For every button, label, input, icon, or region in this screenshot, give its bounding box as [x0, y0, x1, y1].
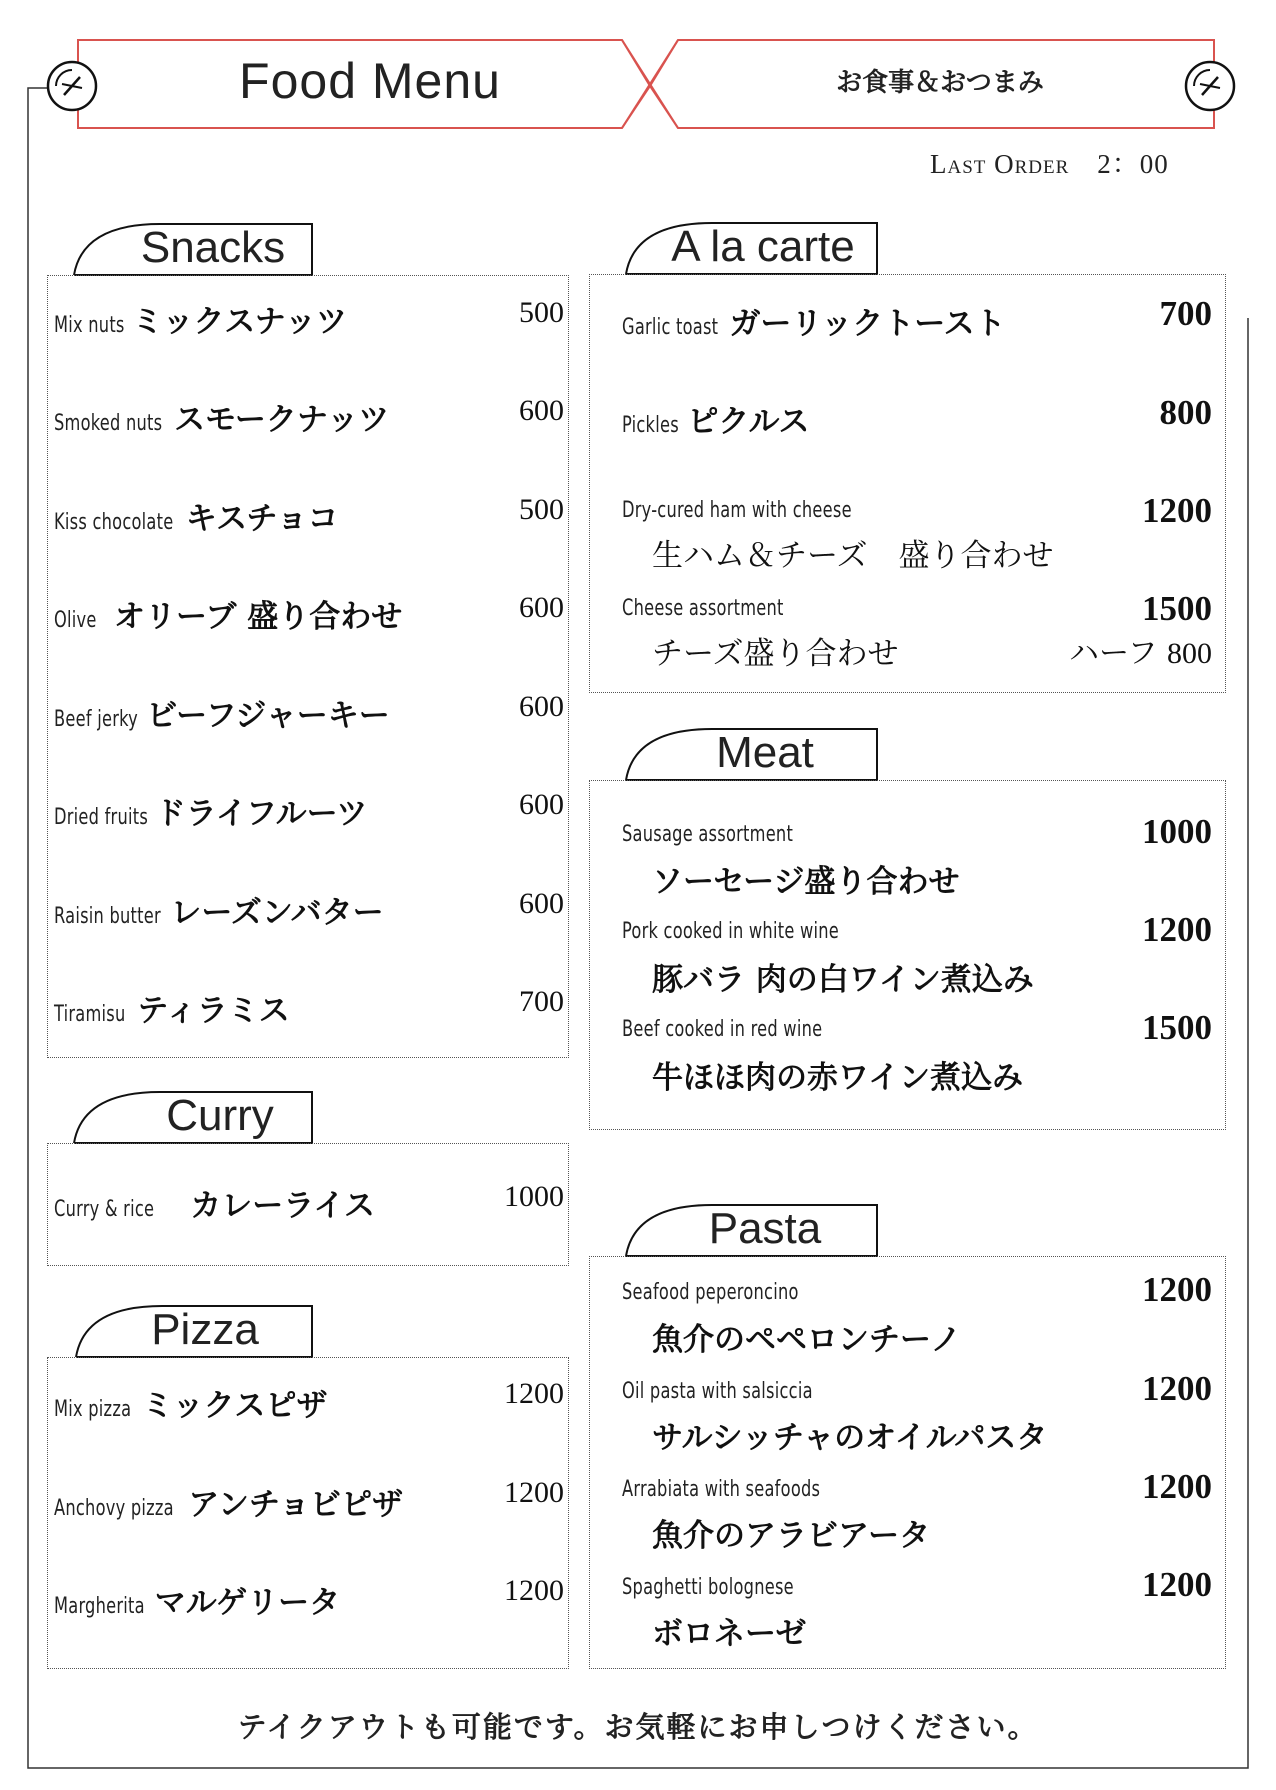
item-name-jp: 豚バラ 肉の白ワイン煮込み	[652, 962, 1034, 998]
item-name-en: Kiss chocolate	[54, 510, 174, 535]
item-price: 1200	[1142, 491, 1212, 530]
item-price: 1500	[1142, 1008, 1212, 1047]
item-price: 600	[519, 887, 564, 920]
section-title-meat: Meat	[716, 728, 814, 777]
item-price: 800	[1159, 393, 1212, 432]
list-item	[54, 1479, 403, 1524]
list-item	[622, 1379, 855, 1404]
list-item	[622, 596, 819, 621]
item-name-jp: サルシッチャのオイルパスタ	[652, 1420, 1048, 1456]
item-name-jp: ビーフジャーキー	[146, 698, 390, 734]
item-name-en: Cheese assortment	[622, 596, 784, 621]
list-item	[54, 591, 402, 636]
item-price: 700	[519, 985, 564, 1018]
item-name-jp: ガーリックトースト	[729, 306, 1006, 342]
item-name-en: Oil pasta with salsiccia	[622, 1379, 813, 1404]
item-name-jp: レーズンバター	[170, 895, 384, 931]
item-name-en: Arrabiata with seafoods	[622, 1477, 821, 1502]
item-price: 600	[519, 394, 564, 427]
item-name-jp: ミックスナッツ	[132, 304, 347, 340]
item-name-jp-line	[652, 530, 1053, 575]
item-name-jp-line	[652, 1608, 806, 1653]
ornament-circle-right	[1186, 62, 1234, 110]
item-name-jp: スモークナッツ	[174, 402, 390, 438]
item-name-en: Spaghetti bolognese	[622, 1575, 794, 1600]
section-title-pizza: Pizza	[151, 1305, 259, 1354]
item-name-jp-line	[652, 1052, 1023, 1097]
list-item	[622, 1575, 832, 1600]
item-name-jp: カレーライス	[190, 1188, 376, 1224]
item-name-jp: 魚介のアラビアータ	[652, 1518, 931, 1554]
section-title-snacks: Snacks	[140, 223, 286, 272]
last-order-label: Last Order 2：00	[930, 149, 1169, 179]
item-price: 1200	[1142, 1369, 1212, 1408]
item-price: 600	[519, 788, 564, 821]
list-item	[54, 296, 347, 341]
list-item	[622, 1017, 866, 1042]
item-name-jp: アンチョビピザ	[188, 1487, 404, 1523]
list-item	[54, 1577, 340, 1622]
item-name-jp-line	[652, 1314, 961, 1359]
item-name-jp: ミックスピザ	[142, 1388, 328, 1424]
section-title-pasta: Pasta	[708, 1204, 822, 1253]
item-name-en: Tiramisu	[54, 1002, 126, 1027]
item-name-jp: ドライフルーツ	[154, 796, 368, 832]
half-portion-price	[1069, 628, 1212, 672]
list-item	[622, 822, 831, 847]
item-price: 600	[519, 690, 564, 723]
list-item	[54, 394, 389, 439]
list-item	[622, 498, 902, 523]
item-name-jp: ピクルス	[687, 404, 810, 440]
item-name-jp-line	[652, 856, 960, 901]
item-name-jp: オリーブ 盛り合わせ	[113, 599, 403, 635]
list-item	[622, 1477, 864, 1502]
item-name-jp: マルゲリータ	[154, 1585, 341, 1621]
item-price: 600	[519, 591, 564, 624]
item-name-en: Olive	[54, 608, 97, 633]
item-name-en: Dry-cured ham with cheese	[622, 498, 852, 523]
item-name-en: Sausage assortment	[622, 822, 794, 847]
list-item	[622, 919, 887, 944]
item-price: 500	[519, 296, 564, 329]
item-name-en: Smoked nuts	[54, 411, 163, 436]
list-item	[622, 396, 810, 441]
item-name-jp-line	[652, 1412, 1047, 1457]
item-name-en: Beef cooked in red wine	[622, 1017, 823, 1042]
item-price: 700	[1159, 294, 1212, 333]
takeout-note: テイクアウトも可能です。お気軽にお申しつけください。	[237, 1710, 1039, 1744]
item-price: 1200	[1142, 1565, 1212, 1604]
list-item	[54, 690, 390, 735]
item-name-en: Anchovy pizza	[54, 1496, 174, 1521]
item-name-jp: ボロネーゼ	[652, 1616, 807, 1652]
item-name-jp-line	[652, 628, 898, 673]
item-price: 1000	[1142, 812, 1212, 851]
item-name-jp: 牛ほほ肉の赤ワイン煮込み	[652, 1060, 1024, 1096]
item-name-en: Pickles	[622, 413, 679, 438]
item-price: 1200	[1142, 1270, 1212, 1309]
item-price: 1200	[1142, 1467, 1212, 1506]
half-price-value: 800	[1167, 637, 1212, 670]
item-price: 500	[519, 493, 564, 526]
menu-title-jp: お食事＆おつまみ	[836, 68, 1044, 98]
list-item	[622, 1280, 837, 1305]
item-name-en: Margherita	[54, 1594, 145, 1619]
item-price: 1200	[504, 1476, 564, 1509]
section-title-curry: Curry	[166, 1091, 274, 1140]
list-item	[54, 887, 384, 932]
item-name-jp: チーズ盛り合わせ	[652, 636, 899, 672]
item-name-en: Beef jerky	[54, 707, 138, 732]
list-item	[622, 298, 1006, 343]
item-name-en: Raisin butter	[54, 904, 161, 929]
item-name-jp: 生ハム＆チーズ 盛り合わせ	[652, 538, 1054, 574]
item-name-en: Mix nuts	[54, 313, 125, 338]
item-name-en: Garlic toast	[622, 315, 719, 340]
list-item	[54, 493, 339, 538]
item-name-en: Seafood peperoncino	[622, 1280, 799, 1305]
item-price: 1000	[504, 1180, 564, 1213]
item-name-en: Mix pizza	[54, 1397, 132, 1422]
list-item	[54, 1380, 327, 1425]
item-name-jp: ソーセージ盛り合わせ	[652, 864, 960, 900]
half-label: ハーフ	[1068, 636, 1158, 671]
item-name-jp: 魚介のペペロンチーノ	[652, 1322, 962, 1358]
list-item	[54, 788, 367, 833]
section-title-alacarte: A la carte	[671, 222, 855, 271]
item-price: 1200	[504, 1377, 564, 1410]
item-price: 1500	[1142, 589, 1212, 628]
item-price: 1200	[504, 1574, 564, 1607]
item-name-jp: キスチョコ	[185, 501, 339, 537]
item-price: 1200	[1142, 910, 1212, 949]
item-name-en: Pork cooked in white wine	[622, 919, 840, 944]
list-item	[54, 985, 290, 1030]
item-name-en: Curry & rice	[54, 1197, 155, 1222]
ornament-circle-left	[48, 62, 96, 110]
snacks-box	[47, 275, 569, 1058]
item-name-jp-line	[652, 1510, 930, 1555]
item-name-en: Dried fruits	[54, 805, 149, 830]
item-name-jp-line	[652, 954, 1034, 999]
item-name-jp: ティラミス	[137, 993, 290, 1029]
menu-title-en: Food Menu	[239, 53, 501, 109]
list-item	[54, 1180, 375, 1225]
